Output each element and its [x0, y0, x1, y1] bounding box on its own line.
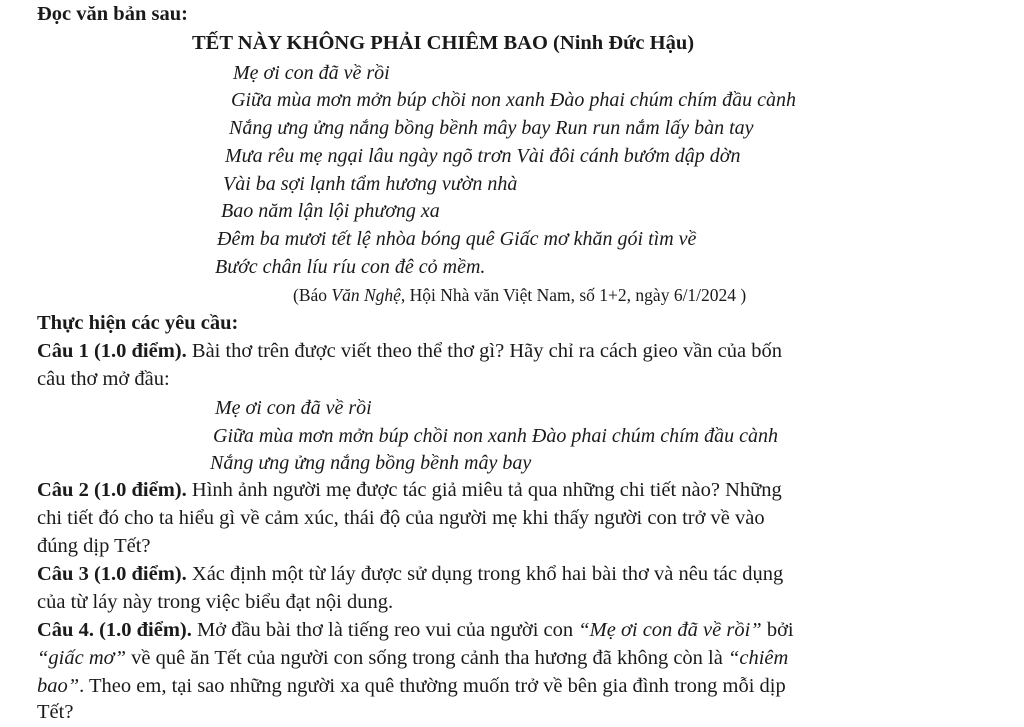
- question-1-line: câu thơ mở đầu:: [37, 368, 170, 390]
- question-4-line: [37, 674, 786, 698]
- poem-line: Vài ba sợi lạnh tẩm hương vườn nhà: [223, 173, 518, 195]
- question-4-line: Tết?: [37, 701, 74, 723]
- poem-line: Giữa mùa mơn mởn búp chồi non xanh Đào phai chúm chím đầu cành: [231, 89, 796, 111]
- question-3-line: [37, 562, 783, 586]
- poem-line: Nắng ưng ửng nắng bồng bềnh mây bay Run run nắm lấy bàn tay: [229, 117, 754, 139]
- poem-line: Mẹ ơi con đã về rồi: [233, 62, 390, 84]
- source-suffix: , Hội Nhà văn Việt Nam, số 1+2, ngày 6/1/2024 ): [400, 285, 747, 305]
- question-4-line: [37, 646, 788, 670]
- question-1-line: [37, 339, 782, 363]
- question-2-line: chi tiết đó cho ta hiểu gì về cảm xúc, thái độ của người mẹ khi thấy người con trở về vào: [37, 507, 765, 529]
- question-3-text: Xác định một từ láy được sử dụng trong khổ hai bài thơ và nêu tác dụng: [186, 563, 784, 585]
- question-1-text: Bài thơ trên được viết theo thể thơ gì? Hãy chỉ ra cách gieo vần của bốn: [186, 340, 782, 362]
- question-4-text: Mở đầu bài thơ là tiếng reo vui của người con: [191, 619, 579, 641]
- quoted-poem-line: Mẹ ơi con đã về rồi: [215, 397, 372, 419]
- source-paper: Văn Nghệ: [331, 285, 401, 305]
- source-citation: [293, 283, 746, 307]
- question-4-line: [37, 618, 794, 642]
- question-4-label: Câu 4. (1.0 điểm).: [37, 619, 192, 641]
- question-4-text: bởi: [761, 619, 794, 641]
- question-4-text: về quê ăn Tết của người con sống trong cảnh tha hương đã không còn là: [125, 647, 728, 669]
- question-2-text: Hình ảnh người mẹ được tác giả miêu tả qua những chi tiết nào? Những: [186, 479, 782, 501]
- source-prefix: (Báo: [293, 285, 332, 305]
- question-3-label: Câu 3 (1.0 điểm).: [37, 563, 187, 585]
- question-4-text: . Theo em, tại sao những người xa quê thường muốn trở về bên gia đình trong mỗi dịp: [79, 675, 786, 697]
- question-3-line: của từ láy này trong việc biểu đạt nội dung.: [37, 591, 394, 613]
- question-2-line: đúng dịp Tết?: [37, 535, 151, 557]
- quoted-poem-line: Nắng ưng ửng nắng bồng bềnh mây bay: [210, 452, 532, 474]
- question-4-quote: “chiêm: [727, 647, 789, 669]
- poem-line: Đêm ba mươi tết lệ nhòa bóng quê Giấc mơ khăn gói tìm về: [217, 228, 697, 250]
- question-2-label: Câu 2 (1.0 điểm).: [37, 479, 187, 501]
- poem-title: TẾT NÀY KHÔNG PHẢI CHIÊM BAO (Ninh Đức Hậu): [192, 32, 695, 54]
- reading-heading: Đọc văn bản sau:: [37, 3, 188, 25]
- poem-line: Mưa rêu mẹ ngại lâu ngày ngõ trơn Vài đôi cánh bướm dập dờn: [225, 145, 741, 167]
- question-4-quote: “Mẹ ơi con đã về rồi”: [578, 619, 762, 641]
- quoted-poem-line: Giữa mùa mơn mởn búp chồi non xanh Đào phai chúm chím đầu cành: [213, 425, 778, 447]
- question-4-quote: bao”: [37, 675, 80, 697]
- question-2-line: [37, 478, 782, 502]
- poem-line: Bao năm lận lội phương xa: [221, 200, 440, 222]
- question-1-label: Câu 1 (1.0 điểm).: [37, 340, 187, 362]
- poem-line: Bước chân líu ríu con đê cỏ mềm.: [215, 256, 486, 278]
- requirements-heading: Thực hiện các yêu cầu:: [37, 312, 239, 334]
- question-4-quote: “giấc mơ”: [37, 647, 126, 669]
